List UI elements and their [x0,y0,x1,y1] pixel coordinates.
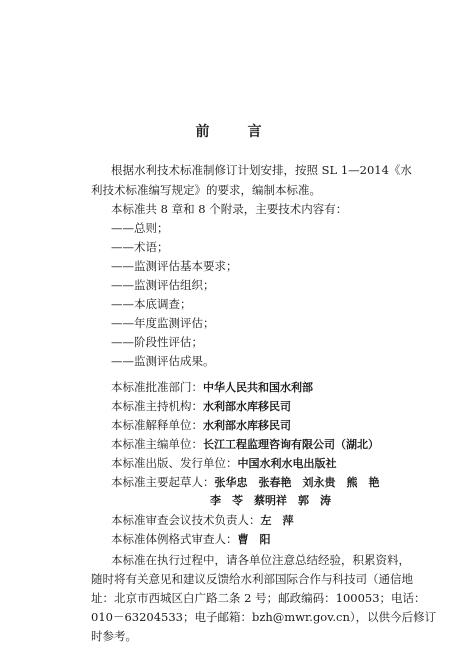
approve-value: 中华人民共和国水利部 [203,381,313,394]
drafters-row [111,474,380,491]
editor-row [111,436,379,453]
intro-line-2: 利技术标准编写规定》的要求，编制本标准。 [91,183,321,197]
review-tech-label: 本标准审查会议技术负责人： [111,513,261,527]
contents-item: ——监测评估组织； [111,278,215,292]
intro-line-3: 本标准共 8 章和 8 个附录，主要技术内容有： [111,202,348,216]
host-label: 本标准主持机构： [111,399,203,413]
review-tech-value: 左 萍 [260,514,294,527]
closing-line-5: 时参考。 [91,629,137,643]
closing-line-4: 010－63204533；电子邮箱：bzh@mwr.gov.cn），以供今后修订 [91,610,437,624]
host-row [111,398,291,415]
contents-item: ——本底调查； [111,297,192,311]
drafters-names-1: 张华忠 张春艳 刘永贵 熊 艳 [214,476,380,489]
review-format-value: 曹 阳 [237,533,271,546]
publisher-label: 本标准出版、发行单位： [111,456,238,470]
contents-item: ——年度监测评估； [111,316,215,330]
contents-item: ——阶段性评估； [111,335,203,349]
closing-line-2: 随时将有关意见和建议反馈给水利部国际合作与科技司（通信地 [91,572,413,586]
page-title: 前 言 [195,124,274,140]
publisher-value: 中国水利水电出版社 [237,457,337,470]
explain-row [111,417,291,434]
approve-row [111,379,313,396]
editor-label: 本标准主编单位： [111,437,203,451]
contents-item: ——监测评估基本要求； [111,259,238,273]
contents-item: ——总则； [111,221,169,235]
closing-line-3: 址：北京市西城区白广路二条 2 号；邮政编码：100053；电话： [91,591,426,605]
drafters-label: 本标准主要起草人： [111,475,215,489]
contents-item: ——术语； [111,240,169,254]
drafters-names-2: 李 苓 蔡明祥 郭 涛 [210,494,331,507]
editor-value: 长江工程监理咨询有限公司（湖北） [203,438,379,451]
explain-label: 本标准解释单位： [111,418,203,432]
host-value: 水利部水库移民司 [203,400,291,413]
review-tech-row [111,512,294,529]
review-format-row [111,531,271,548]
contents-item: ——监测评估成果。 [111,354,215,368]
closing-line-1: 本标准在执行过程中，请各单位注意总结经验，积累资料， [111,553,410,567]
approve-label: 本标准批准部门： [111,380,203,394]
review-format-label: 本标准体例格式审查人： [111,532,238,546]
explain-value: 水利部水库移民司 [203,419,291,432]
publisher-row [111,455,337,472]
intro-line-1: 根据水利技术标准制修订计划安排，按照 SL 1—2014《水 [111,163,412,177]
